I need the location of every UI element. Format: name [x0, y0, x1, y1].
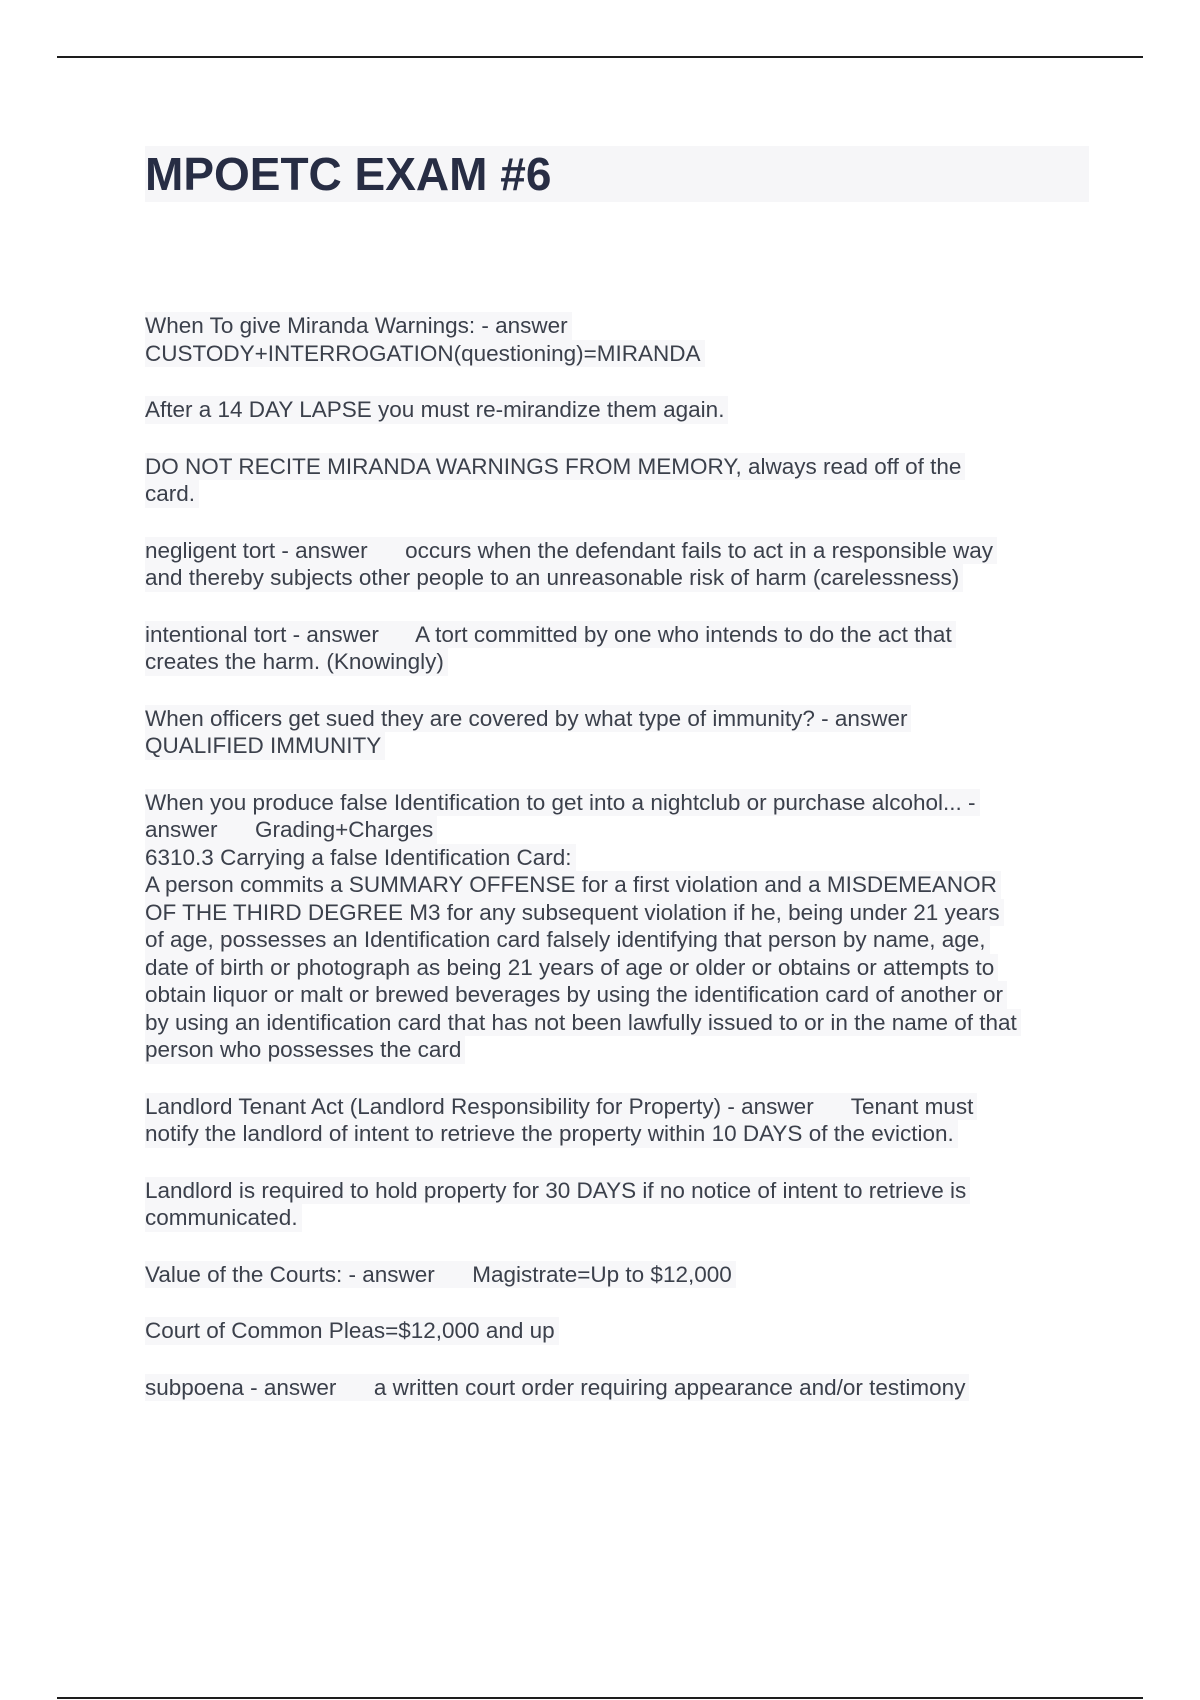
text-line: and thereby subjects other people to an unreasonable risk of harm (carelessness) [145, 564, 963, 592]
text-line: person who possesses the card [145, 1036, 465, 1064]
qa-block [145, 1093, 1095, 1148]
qa-block [145, 789, 1095, 1064]
text-line: subpoena - answer a written court order requiring appearance and/or testimony [145, 1374, 969, 1402]
text-line: of age, possesses an Identification card falsely identifying that person by name, age, [145, 926, 990, 954]
text-line: After a 14 DAY LAPSE you must re-mirandize them again. [145, 396, 728, 424]
text-line: by using an identification card that has not been lawfully issued to or in the name of that [145, 1009, 1021, 1037]
text-line: intentional tort - answer A tort committed by one who intends to do the act that [145, 621, 956, 649]
text-line: Value of the Courts: - answer Magistrate=Up to $12,000 [145, 1261, 736, 1289]
document-body [145, 312, 1095, 1430]
text-line: negligent tort - answer occurs when the defendant fails to act in a responsible way [145, 537, 997, 565]
qa-block [145, 537, 1095, 592]
text-line: communicated. [145, 1204, 302, 1232]
qa-block [145, 621, 1095, 676]
text-line: notify the landlord of intent to retrieve the property within 10 DAYS of the eviction. [145, 1120, 958, 1148]
text-line: answer Grading+Charges [145, 816, 437, 844]
text-line: Court of Common Pleas=$12,000 and up [145, 1317, 559, 1345]
text-line: When To give Miranda Warnings: - answer [145, 312, 572, 340]
text-line: obtain liquor or malt or brewed beverages by using the identification card of another or [145, 981, 1007, 1009]
text-line: QUALIFIED IMMUNITY [145, 732, 385, 760]
qa-block [145, 705, 1095, 760]
text-line: DO NOT RECITE MIRANDA WARNINGS FROM MEMORY, always read off of the [145, 453, 965, 481]
footer-rule [57, 1697, 1143, 1699]
qa-block [145, 1261, 1095, 1289]
qa-block [145, 1374, 1095, 1402]
qa-block [145, 1317, 1095, 1345]
text-line: creates the harm. (Knowingly) [145, 648, 448, 676]
page-title: MPOETC EXAM #6 [145, 148, 552, 200]
text-line: A person commits a SUMMARY OFFENSE for a first violation and a MISDEMEANOR [145, 871, 1001, 899]
text-line: date of birth or photograph as being 21 years of age or older or obtains or attempts to [145, 954, 998, 982]
text-line: OF THE THIRD DEGREE M3 for any subsequent violation if he, being under 21 years [145, 899, 1004, 927]
text-line: When you produce false Identification to get into a nightclub or purchase alcohol... - [145, 789, 980, 817]
text-line: card. [145, 480, 199, 508]
qa-block [145, 453, 1095, 508]
qa-block [145, 1177, 1095, 1232]
text-line: Landlord Tenant Act (Landlord Responsibility for Property) - answer Tenant must [145, 1093, 977, 1121]
qa-block [145, 396, 1095, 424]
qa-block [145, 312, 1095, 367]
text-line: 6310.3 Carrying a false Identification Card: [145, 844, 576, 872]
text-line: Landlord is required to hold property for 30 DAYS if no notice of intent to retrieve is [145, 1177, 970, 1205]
text-line: CUSTODY+INTERROGATION(questioning)=MIRANDA [145, 340, 705, 368]
text-line: When officers get sued they are covered by what type of immunity? - answer [145, 705, 911, 733]
header-rule [57, 56, 1143, 58]
